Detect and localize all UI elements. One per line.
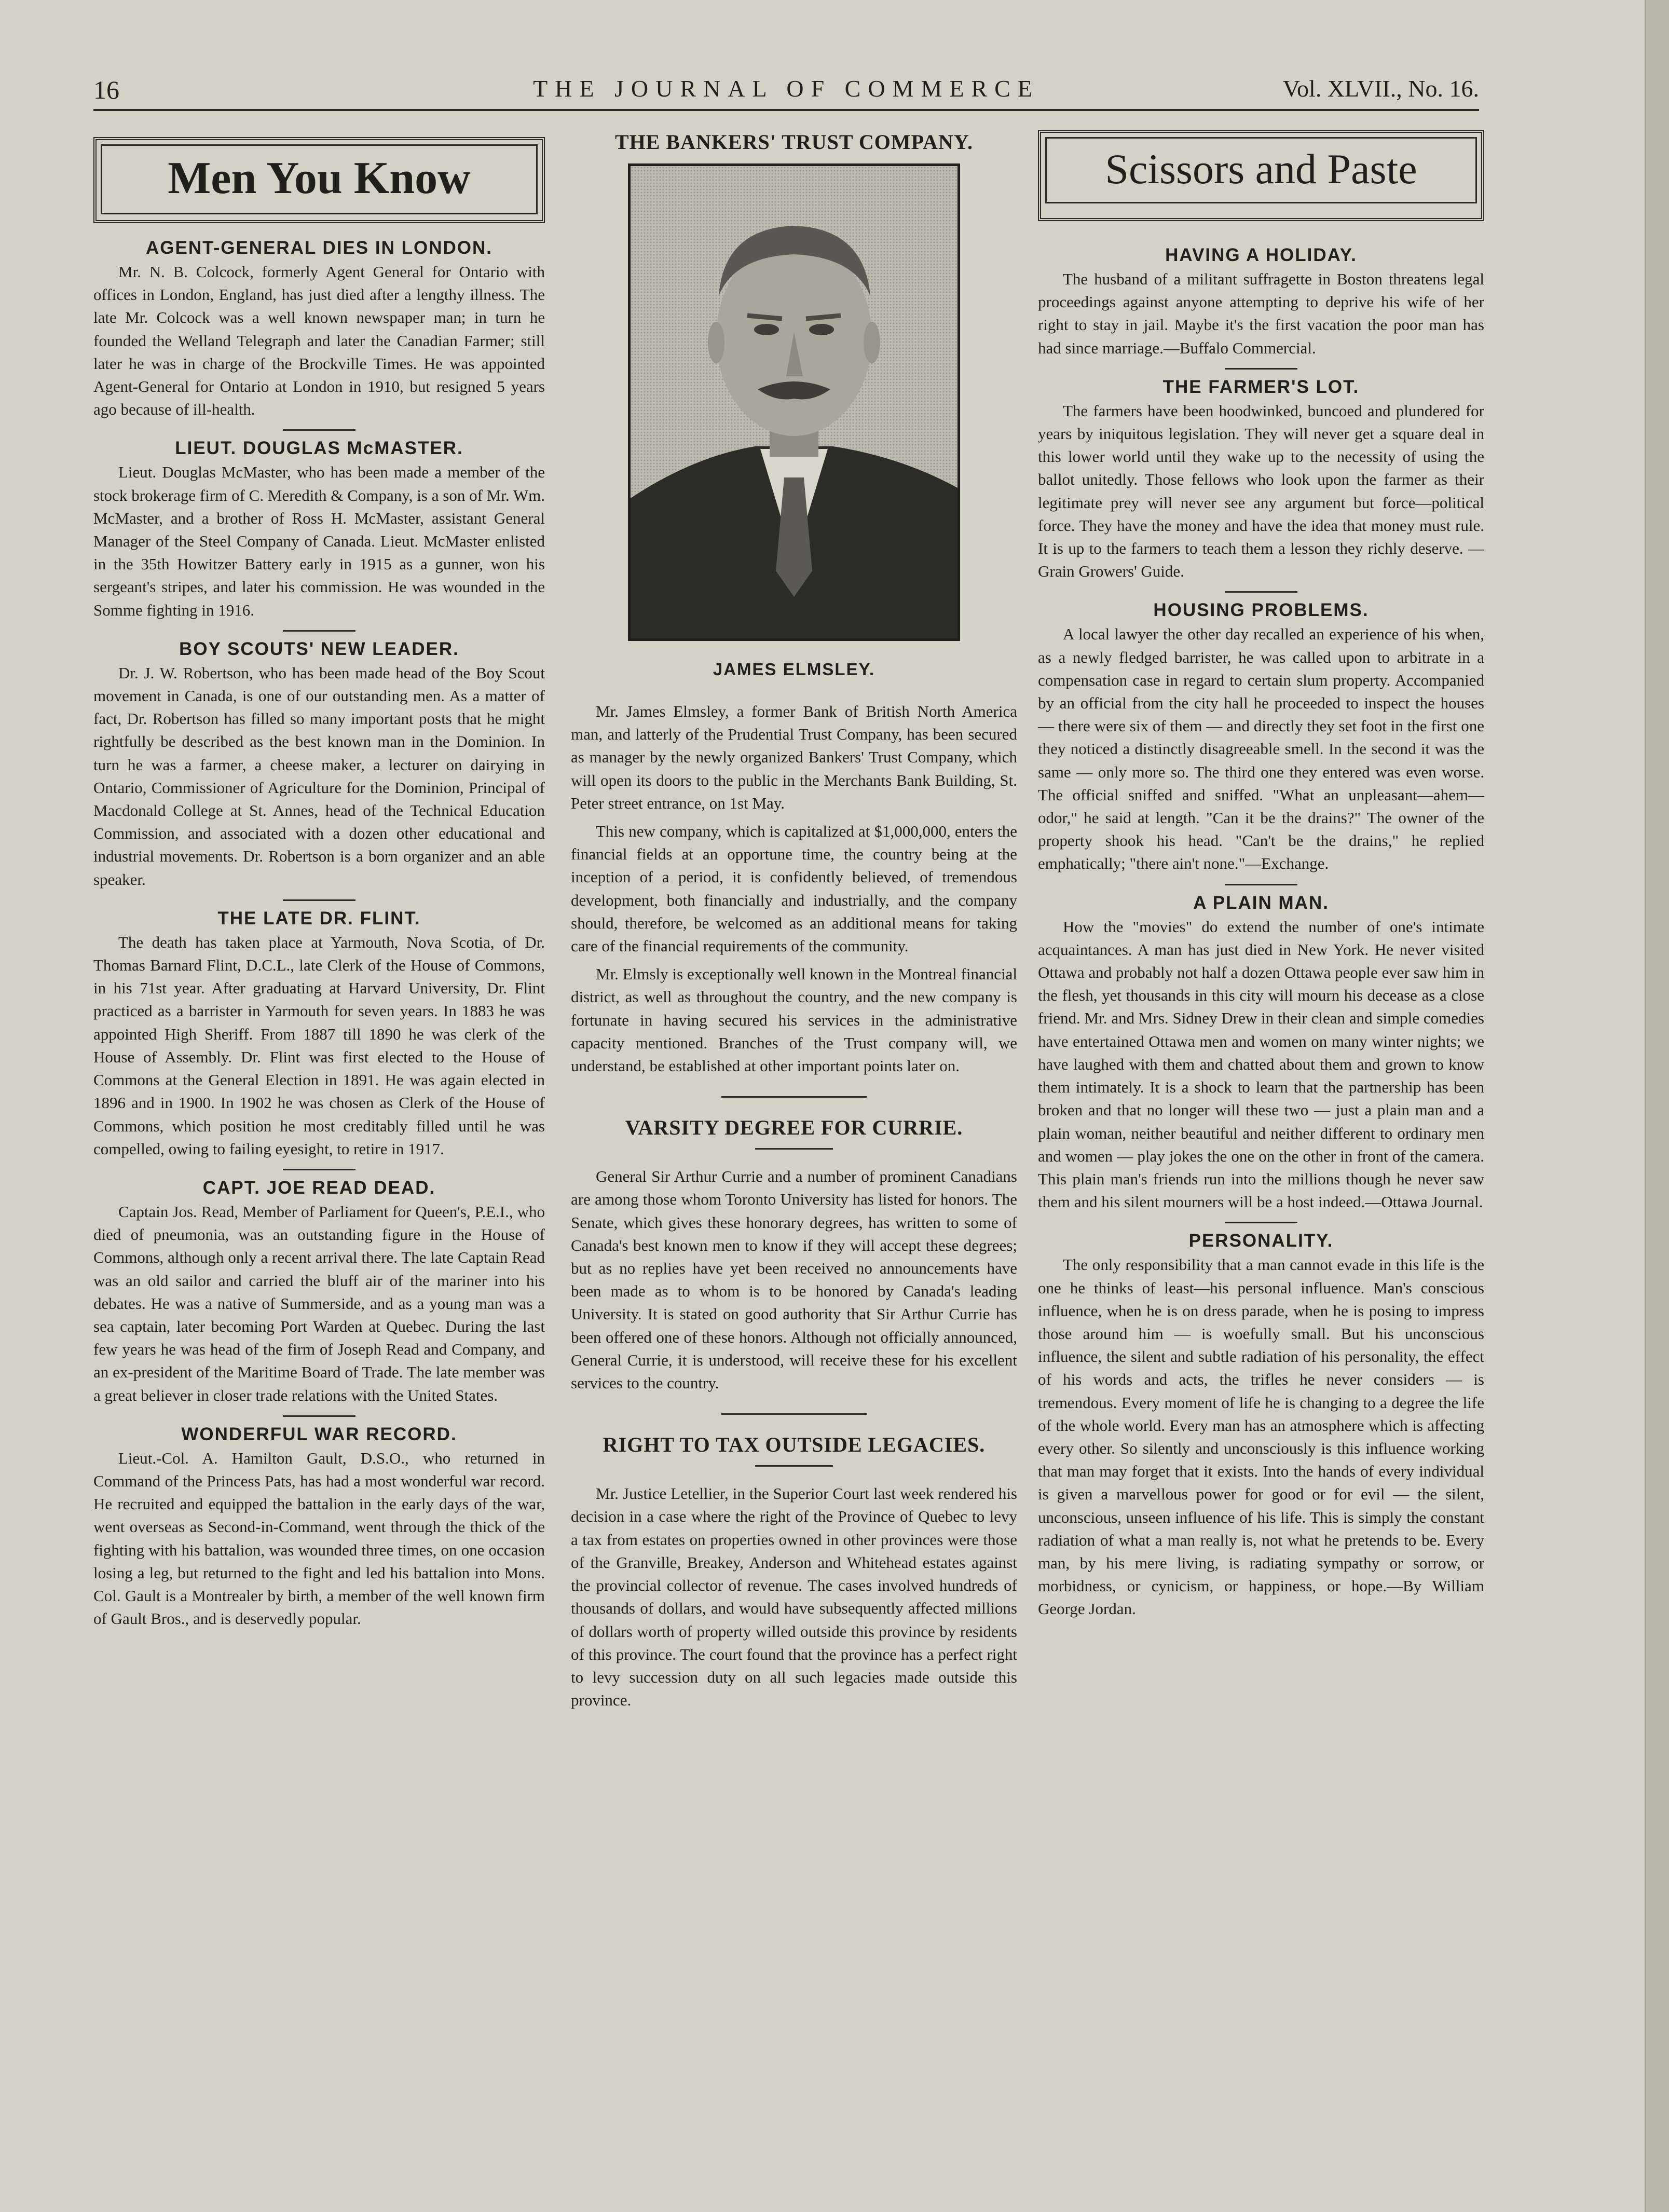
article-paragraph: Lieut. Douglas McMaster, who has been made a member of the stock brokerage firm of C. Meredith & Company, is a son of Mr. Wm. McMaster, and a brother of Ross H. McMaster, assistant General Manager of the Steel Company of Canada. Lieut. McMaster enlisted in the 35th Howitzer Battery early in 1915 as a gunner, won his sergeant's stripes, and later his commission. He was wounded in the Somme fighting in 1916.: [93, 463, 545, 619]
section-rule: [283, 899, 355, 901]
section-rule: [283, 1169, 355, 1170]
article-personality: [1038, 1231, 1484, 1620]
middle-column: [571, 130, 1017, 1712]
article-heading: A PLAIN MAN.: [1193, 892, 1329, 913]
article-the-late-dr-flint: [93, 908, 545, 1160]
photo-caption: JAMES ELMSLEY.: [713, 660, 875, 679]
feature-heading: THE BANKERS' TRUST COMPANY.: [614, 130, 974, 154]
right-column: [1038, 130, 1484, 1621]
section-title: Scissors and Paste: [1045, 137, 1477, 203]
page-number: 16: [93, 75, 119, 104]
heading-rule: [755, 1148, 833, 1150]
article-heading: THE FARMER'S LOT.: [1162, 376, 1360, 397]
feature-paragraph: This new company, which is capitalized at $1,000,000, enters the financial fields at an opportune time, the country being at the inception of a period, it is confidently believed, of tremendous development, both financially and industrially, and the company should, therefore, be welcomed as an additional means for taking care of the financial requirements of the community.: [571, 822, 1017, 955]
article-paragraph: General Sir Arthur Currie and a number of prominent Canadians are among those whom Toronto University has listed for honors. The Senate, which gives these honorary degrees, has written to some of Canada's best known men to know if they will accept these degrees; but as no replies have yet been received no announcements have been made as to whom is to be honored by Canada's leading University. It is stated on good authority that Sir Arthur Currie has been offered one of these honors. Although not officially announced, General Currie, it is understood, will receive these for his excellent services to the country.: [571, 1167, 1017, 1392]
page-edge: [1645, 0, 1669, 2212]
article-varsity-degree-for-currie: [571, 1115, 1017, 1395]
article-the-farmer-s-lot: [1038, 377, 1484, 583]
section-rule: [283, 429, 355, 431]
section-rule: [721, 1096, 867, 1098]
portrait-image: [631, 166, 957, 638]
article-paragraph: Lieut.-Col. A. Hamilton Gault, D.S.O., who returned in Command of the Princess Pats, has had a most wonderful war record. He recruited and equipped the battalion in the early days of the war, went overseas as Second-in-Command, went through the thick of the fighting with his battalion, was wounded three times, on one occasion losing a leg, but returned to the fight and led his battalion into Mons. Col. Gault is a Montrealer by birth, a member of the well known firm of Gault Bros., and is deservedly popular.: [93, 1449, 545, 1628]
running-head: [93, 72, 1479, 111]
feature-article: [571, 700, 1017, 1098]
article-heading: HOUSING PROBLEMS.: [1153, 600, 1369, 621]
section-rule: [1225, 1222, 1297, 1223]
heading-rule: [755, 1465, 833, 1467]
article-a-plain-man: [1038, 893, 1484, 1214]
journal-title: THE JOURNAL OF COMMERCE: [533, 75, 1039, 102]
article-heading: VARSITY DEGREE FOR CURRIE.: [625, 1116, 963, 1140]
article-heading: BOY SCOUTS' NEW LEADER.: [179, 638, 459, 659]
article-heading: LIEUT. DOUGLAS McMASTER.: [175, 438, 463, 459]
article-paragraph: Dr. J. W. Robertson, who has been made head of the Boy Scout movement in Canada, is one of our outstanding men. As a matter of fact, Dr. Robertson has filled so many important posts that he might rightfully be described as the best known man in the Dominion. In turn he was a farmer, a cheese maker, a lecturer on dairying in Ontario, Commissioner of Agriculture for the Dominion, Principal of Macdonald College at St. Annes, head of the Technical Education Commission, and associated with a dozen other educational and industrial movements. Dr. Robertson is a born organizer and an able speaker.: [93, 663, 545, 889]
right-articles: [1038, 245, 1484, 1621]
men-you-know-box: [93, 137, 545, 223]
article-paragraph: Captain Jos. Read, Member of Parliament for Queen's, P.E.I., who died of pneumonia, was an outstanding figure in the House of Commons, although only a recent arrival there. The late Captain Read was an old sailor and carried the bluff air of the mariner into his debates. He was a native of Summerside, and as a young man was a sea captain, later becoming Port Warden at Quebec. During the last few years he was head of the firm of Joseph Read and Company, and an ex-president of the Maritime Board of Trade. The late member was a great believer in closer trade relations with the United States.: [93, 1202, 545, 1404]
volume-number: Vol. XLVII., No. 16.: [1282, 75, 1479, 102]
article-paragraph: The farmers have been hoodwinked, buncoed and plundered for years by iniquitous legislation. They will never get a square deal in this lower world until they wake up to the necessity of using the ballot unitedly. Those fellows who look upon the farmer as their legitimate prey will never see any argument but force—political force. They have the money and have the idea that money must rule. It is up to the farmers to teach them a lesson they richly deserve. — Grain Growers' Guide.: [1038, 401, 1484, 581]
section-rule: [1225, 884, 1297, 885]
article-paragraph: The husband of a militant suffragette in Boston threatens legal proceedings against anyone attempting to deprive his wife of her right to stay in jail. Maybe it's the first vacation the poor man has had since marriage.—Buffalo Commercial.: [1038, 270, 1484, 357]
article-heading: PERSONALITY.: [1188, 1231, 1334, 1251]
article-housing-problems: [1038, 600, 1484, 875]
section-title: Men You Know: [101, 144, 538, 214]
feature-paragraph: Mr. Elmsly is exceptionally well known in the Montreal financial district, as well as throughout the country, and the new company is fortunate in having secured his services in the administrative capacity mentioned. Branches of the Trust company will, we understand, be established at other important points later on.: [571, 965, 1017, 1075]
article-agent-general-dies-in-london: [93, 238, 545, 421]
article-paragraph: A local lawyer the other day recalled an experience of his when, as a newly fledged barrister, he was called upon to arbitrate in a compensation case in regard to certain slum property. Accompanied by an official from the city hall he proceeded to inspect the houses — there were six of them — and directly they set foot in the first one they noticed a distinctly disagreeable smell. In the second it was the same — only more so. The third one they entered was even worse. The official sniffed and sniffed. "What an unpleasant—ahem—odor," he said at length. "Can it be the drains?" The owner of the property shook his head. "Can't be the drains," he replied emphatically; "there ain't none."—Exchange.: [1038, 625, 1484, 873]
section-rule: [1225, 368, 1297, 370]
article-lieut-douglas-mcmaster: [93, 438, 545, 621]
left-column: [93, 130, 545, 1630]
article-boy-scouts-new-leader: [93, 639, 545, 891]
article-paragraph: The only responsibility that a man cannot evade in this life is the one he thinks of least—his personal influence. Man's conscious influence, when he is on dress parade, when he is posing to impress those around him — is woefully small. But his unconscious influence, the silent and subtle radiation of his personality, the effect of his words and acts, the trifles he never considers — is tremendous. Every moment of life he is changing to a degree the life of the whole world. Every man has an atmosphere which is affecting every other. So silently and unconsciously is this influence working that man may forget that it exists. Into the hands of every individual is given a marvellous power for good or for evil — the silent, unconscious, unseen influence of his life. This is simply the constant radiation of what a man really is, not what he pretends to be. Every man, by his mere living, is radiating sympathy or sorrow, or morbidness, or cynicism, or happiness, or hope.—By William George Jordan.: [1038, 1255, 1484, 1618]
article-heading: AGENT-GENERAL DIES IN LONDON.: [146, 238, 493, 258]
feature-paragraph: Mr. James Elmsley, a former Bank of British North America man, and latterly of the Prudential Trust Company, has been secured as manager by the newly organized Bankers' Trust Company, which will open its doors to the public in the Merchants Bank Building, St. Peter street entrance, on 1st May.: [571, 702, 1017, 812]
article-paragraph: Mr. Justice Letellier, in the Superior Court last week rendered his decision in a case where the right of the Province of Quebec to levy a tax from estates on properties owned in other provinces were those of the Granville, Breakey, Anderson and Whitehead estates against the provincial collector of revenue. The cases involved hundreds of thousands of dollars, and would have subsequently affected millions of dollars worth of property willed outside this province by residents of this province. The court found that the province has a perfect right to levy succession duty on all such legacies made outside this province.: [571, 1484, 1017, 1710]
article-heading: CAPT. JOE READ DEAD.: [202, 1177, 436, 1198]
article-heading: RIGHT TO TAX OUTSIDE LEGACIES.: [603, 1433, 986, 1457]
left-articles: [93, 238, 545, 1630]
section-rule: [721, 1413, 867, 1415]
article-paragraph: How the "movies" do extend the number of one's intimate acquaintances. A man has just died in New York. He never visited Ottawa and probably not half a dozen Ottawa people ever saw him in the flesh, yet thousands in this city will mourn his decease as a close friend. Mr. and Mrs. Sidney Drew in their clean and simple comedies have entertained Ottawa men and women on many winter nights; we have laughed with them and chatted about them and grown to know them intimately. It is a shock to learn that the partnership has been broken and that no longer will these two — just a plain man and a plain woman, neither beautiful and neither different to ordinary men and women — play jokes the one on the other in front of the camera. This plain man's friends run into the millions though he never saw them and his silent mourners will be a host indeed.—Ottawa Journal.: [1038, 917, 1484, 1211]
article-paragraph: Mr. N. B. Colcock, formerly Agent General for Ontario with offices in London, England, has just died after a lengthy illness. The late Mr. Colcock was a well known newspaper man; in turn he founded the Welland Telegraph and later the Canadian Farmer; still later he was in charge of the Brockville Times. He was appointed Agent-General for Ontario at London in 1910, but resigned 5 years ago because of ill-health.: [93, 263, 545, 419]
portrait-photo: [628, 163, 960, 641]
scissors-and-paste-box: [1038, 130, 1484, 221]
article-heading: WONDERFUL WAR RECORD.: [181, 1424, 457, 1444]
article-wonderful-war-record: [93, 1424, 545, 1631]
section-rule: [283, 630, 355, 632]
article-heading: THE LATE DR. FLINT.: [217, 908, 421, 929]
section-rule: [1225, 591, 1297, 593]
middle-articles: [571, 1115, 1017, 1712]
article-having-a-holiday: [1038, 245, 1484, 360]
section-rule: [283, 1415, 355, 1417]
article-paragraph: The death has taken place at Yarmouth, Nova Scotia, of Dr. Thomas Barnard Flint, D.C.L., late Clerk of the House of Commons, in his 71st year. After graduating at Harvard University, Dr. Flint practiced as a barrister in Yarmouth for seven years. In 1883 he was appointed High Sheriff. From 1887 till 1890 he was clerk of the House of Assembly. Dr. Flint was first elected to the House of Commons at the General Election in 1891. He was again elected in 1896 and in 1900. In 1902 he was chosen as Clerk of the House of Commons, which position he most creditably filled until he was compelled, owing to failing eyesight, to retire in 1917.: [93, 933, 545, 1158]
article-right-to-tax-outside-legacies: [571, 1432, 1017, 1712]
article-heading: HAVING A HOLIDAY.: [1165, 245, 1357, 265]
article-capt-joe-read-dead: [93, 1178, 545, 1407]
